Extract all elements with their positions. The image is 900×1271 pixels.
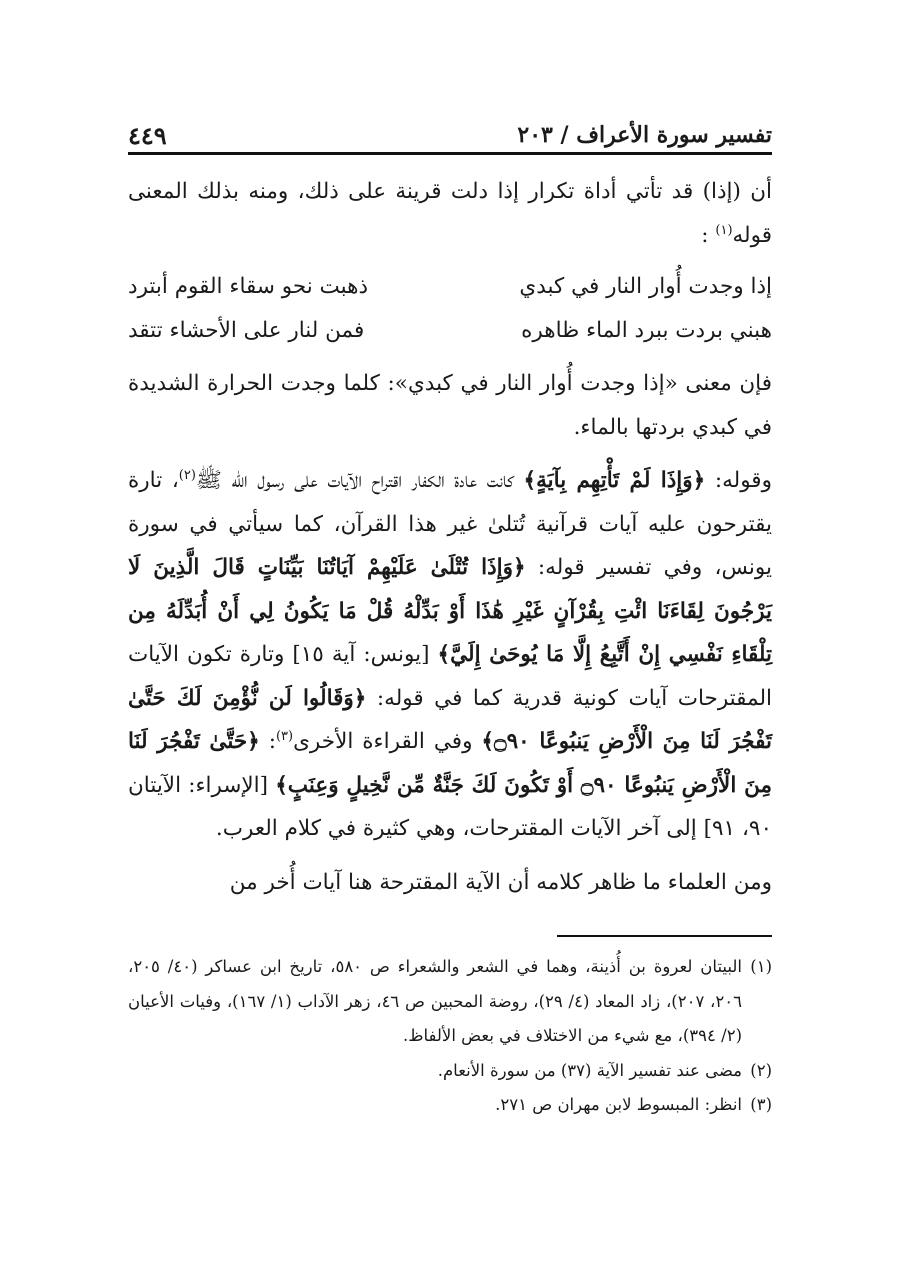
- paragraph-2: فإن معنى «إذا وجدت أُوار النار في كبدي»: كلما وجدت الحرارة الشديدة في كبدي بردتها بالماء.: [128, 371, 772, 440]
- footnote-text: البيتان لعروة بن أُذينة، وهما في الشعر والشعراء ص ٥٨٠، تاريخ ابن عساكر (٤٠/ ٢٠٥، ٢٠٦، ٢٠٧)، زاد المعاد (٤/ ٢٩)، روضة المحبين ص ٤٦، زهر الآداب (١/ ١٦٧)، وفيات الأعيان (٢/ ٣٩٤)، مع شيء من الاختلاف في بعض الألفاظ.: [128, 957, 742, 1045]
- paragraph-1-text: أن (إذا) قد تأتي أداة تكرار إذا دلت قرينة على ذلك، ومنه بذلك المعنى قوله: [128, 179, 772, 248]
- running-title: تفسير سورة الأعراف / ٢٠٣: [517, 122, 772, 148]
- quran-quote-2: ﴿وَإِذَا تُتْلَىٰ عَلَيْهِمْ آيَاتُنَا بَيِّنَاتٍ قَالَ الَّذِينَ لَا يَرْجُونَ لِقَاءَنَا ائْتِ بِقُرْآنٍ غَيْرِ هَٰذَا أَوْ بَدِّلْهُ قُلْ مَا يَكُونُ لِي أَنْ أُبَدِّلَهُ مِن تِلْقَاءِ نَفْسِي إِنْ أَتَّبِعُ إِلَّا مَا يُوحَىٰ إِلَيَّ﴾: [128, 555, 773, 667]
- page-number: ٤٤٩: [128, 121, 167, 150]
- paragraph-1: [128, 170, 772, 257]
- footnote-text: مضى عند تفسير الآية (٣٧) من سورة الأنعام.: [437, 1060, 742, 1080]
- quran-quote-4: ﴿حَتَّىٰ تَفْجُرَ لَنَا مِنَ الْأَرْضِ يَنبُوعًا ۝٩٠ أَوْ تَكُونَ لَكَ جَنَّةٌ مِّن نَّخِيلٍ وَعِنَبٍ﴾: [128, 729, 772, 798]
- p3-text-c: ، تارة يقترحون عليه آيات قرآنية تُتلىٰ غير هذا القرآن، كما سيأتي في سورة يونس، وفي تفسير قوله:: [128, 468, 772, 580]
- p3-text-f: :: [259, 729, 276, 754]
- footnote-number: (٢): [750, 1060, 772, 1080]
- verse-2-second-hemistich: فمن لنار على الأحشاء تتقد: [128, 317, 365, 343]
- verse-1-first-hemistich: إذا وجدت أُوار النار في كبدي: [519, 274, 772, 299]
- p3-text-d: [يونس: آية ١٥] وتارة تكون الآيات المقترحات آيات كونية قدرية كما في قوله:: [128, 642, 772, 711]
- p3-text-b: كانت عادة الكفار اقتراح الآيات على رسول الله ﷺ: [195, 468, 524, 493]
- footnote-text: انظر: المبسوط لابن مهران ص ٢٧١.: [495, 1095, 742, 1114]
- footnote-separator: [557, 935, 772, 937]
- paragraph-4: ومن العلماء ما ظاهر كلامه أن الآية المقترحة هنا آيات أُخر من: [229, 869, 772, 895]
- footnote-1: [128, 950, 772, 1054]
- p3-text-g: [الإسراء: الآيتان ٩٠، ٩١] إلى آخر الآيات المقترحات، وهي كثيرة في كلام العرب.: [128, 772, 772, 841]
- paragraph-1-end: :: [701, 222, 709, 248]
- footnote-ref-1: (١): [715, 222, 733, 238]
- p3-intro: وقوله:: [705, 468, 772, 493]
- footnote-number: (١): [750, 957, 772, 976]
- footnote-3: [128, 1088, 772, 1123]
- verse-1-second-hemistich: ذهبت نحو سقاء القوم أبترد: [128, 274, 369, 299]
- footnote-ref-2: (٢): [178, 467, 196, 483]
- main-text: [128, 170, 772, 904]
- footnotes: [128, 950, 772, 1123]
- quran-quote-3: ﴿وَقَالُوا لَن نُّؤْمِنَ لَكَ حَتَّىٰ تَفْجُرَ لَنَا مِنَ الْأَرْضِ يَنبُوعًا ۝٩٠﴾: [128, 685, 772, 754]
- poetry-line-2: [128, 309, 772, 353]
- footnote-2: [128, 1054, 772, 1089]
- footnote-number: (٣): [750, 1095, 772, 1114]
- quran-quote-1: ﴿وَإِذَا لَمْ تَأْتِهِم بِآيَةٍ﴾: [523, 468, 706, 493]
- page-header: [128, 112, 772, 155]
- footnote-ref-3: (٣): [275, 728, 294, 744]
- verse-2-first-hemistich: هبني بردت ببرد الماء ظاهره: [521, 317, 772, 343]
- p3-text-e: وفي القراءة الأخرى: [293, 729, 482, 754]
- paragraph-3: [128, 459, 772, 851]
- poetry-line-1: [128, 265, 772, 309]
- poetry-block: [128, 265, 772, 352]
